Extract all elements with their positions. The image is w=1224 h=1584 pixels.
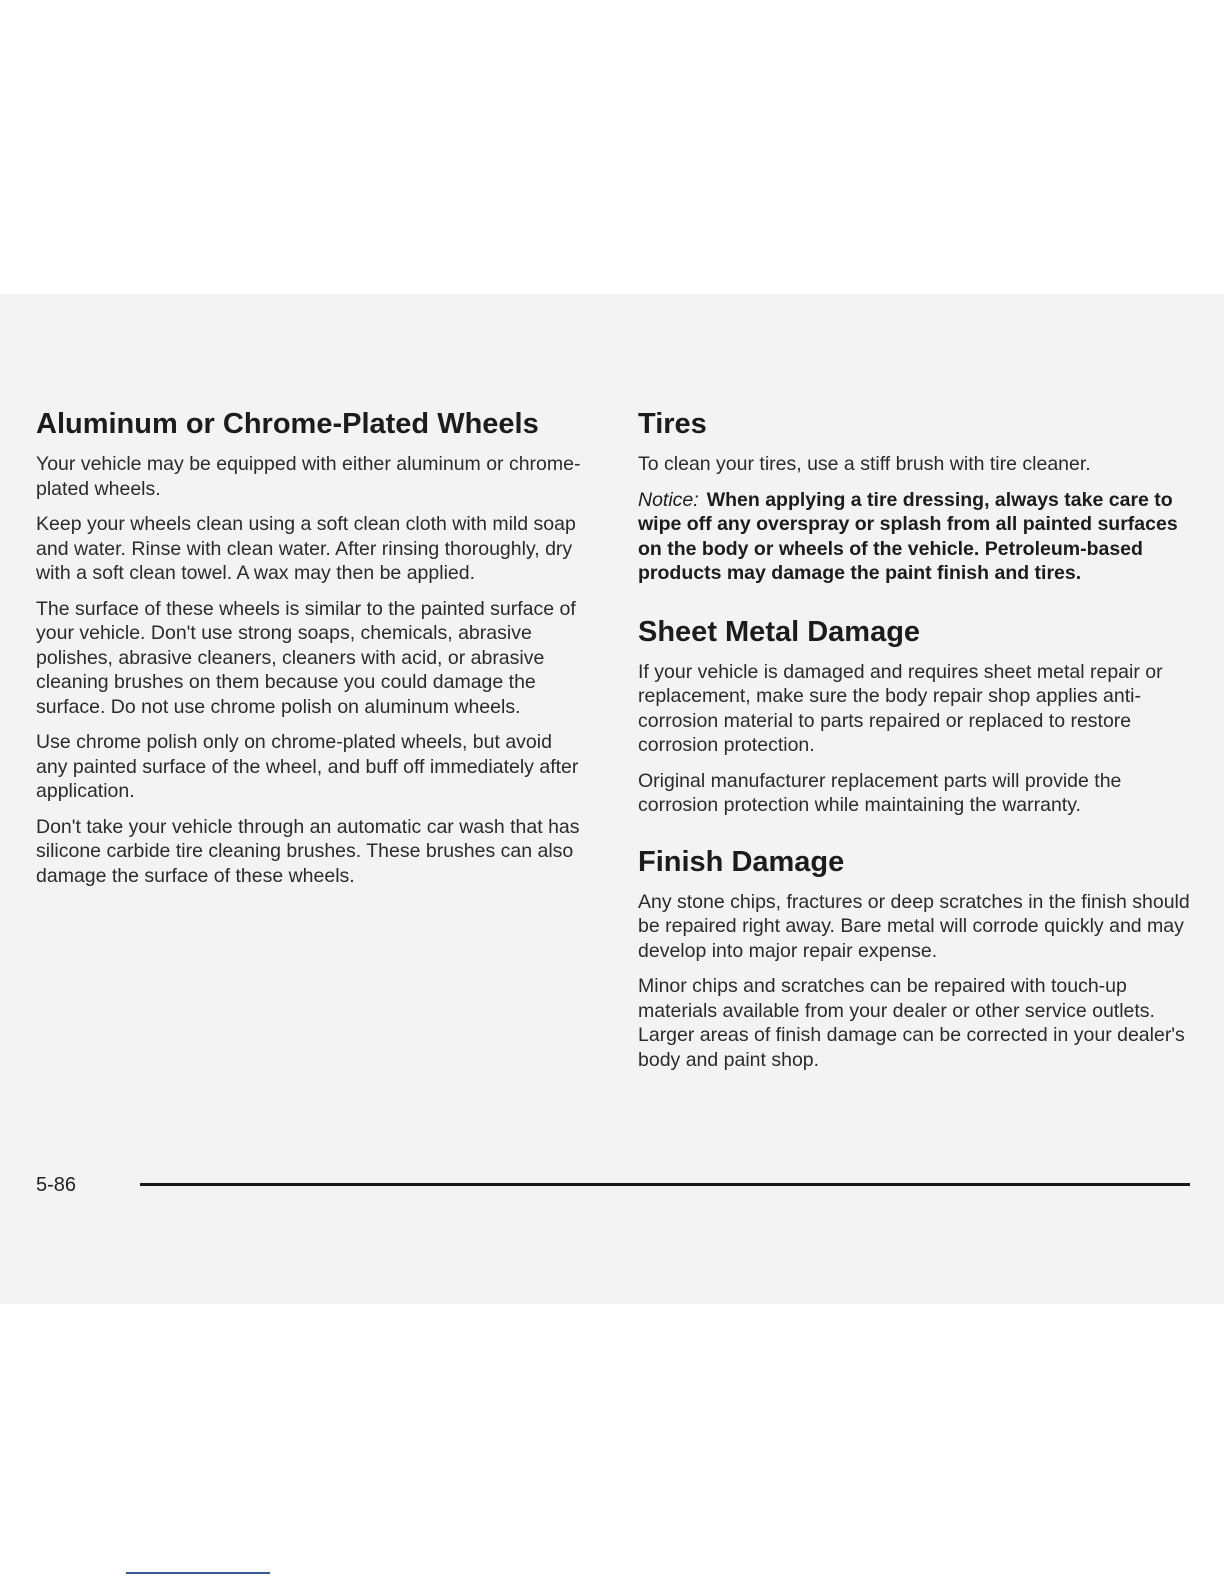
notice-block — [638, 488, 1193, 586]
notice-text: When applying a tire dressing, always take care to wipe off any overspray or splash from all painted surfaces on the body or wheels of the vehicle. Petroleum-based products may damage the paint finish and tires. — [638, 488, 1178, 584]
section-heading-wheels: Aluminum or Chrome-Plated Wheels — [36, 408, 539, 440]
paragraph: Don't take your vehicle through an automatic car wash that has silicone carbide tire cleaning brushes. These brushes can also damage the surface of these wheels. — [36, 815, 580, 887]
paragraph: Minor chips and scratches can be repaired with touch-up materials available from your dealer or other service outlets. Larger areas of finish damage can be corrected in your dealer's body and paint shop. — [638, 975, 1185, 1071]
paragraph: Original manufacturer replacement parts will provide the corrosion protection while maintaining the warranty. — [638, 769, 1122, 816]
section-heading-tires: Tires — [638, 408, 707, 440]
left-column — [36, 406, 581, 899]
paragraph: Keep your wheels clean using a soft clean cloth with mild soap and water. Rinse with clean water. After rinsing thoroughly, dry with a soft clean towel. A wax may then be applied. — [36, 513, 576, 584]
section-heading-finish: Finish Damage — [638, 845, 845, 878]
footer-rule — [140, 1183, 1190, 1186]
page-number: 5-86 — [36, 1174, 77, 1196]
right-column — [638, 406, 1193, 1083]
notice-label: Notice: — [638, 488, 699, 511]
section-heading-sheet-metal: Sheet Metal Damage — [638, 615, 921, 648]
paragraph: To clean your tires, use a stiff brush with tire cleaner. — [638, 453, 1091, 475]
paragraph: Use chrome polish only on chrome-plated wheels, but avoid any painted surface of the wheel, and buff off immediately after application. — [36, 731, 579, 802]
bottom-rule — [126, 1572, 270, 1574]
paragraph: Your vehicle may be equipped with either aluminum or chrome-plated wheels. — [36, 453, 581, 500]
paragraph: Any stone chips, fractures or deep scratches in the finish should be repaired right away. Bare metal will corrode quickly and may develop into major repair expense. — [638, 890, 1190, 962]
paragraph: The surface of these wheels is similar to the painted surface of your vehicle. Don't use strong soaps, chemicals, abrasive polishes, abrasive cleaners, cleaners with acid, or abrasive cleaning brushes on them because you could damage the surface. Do not use chrome polish on aluminum wheels. — [36, 597, 576, 718]
paragraph: If your vehicle is damaged and requires sheet metal repair or replacement, make sure the body repair shop applies anti-corrosion material to parts repaired or replaced to restore corrosion protection. — [638, 660, 1163, 756]
